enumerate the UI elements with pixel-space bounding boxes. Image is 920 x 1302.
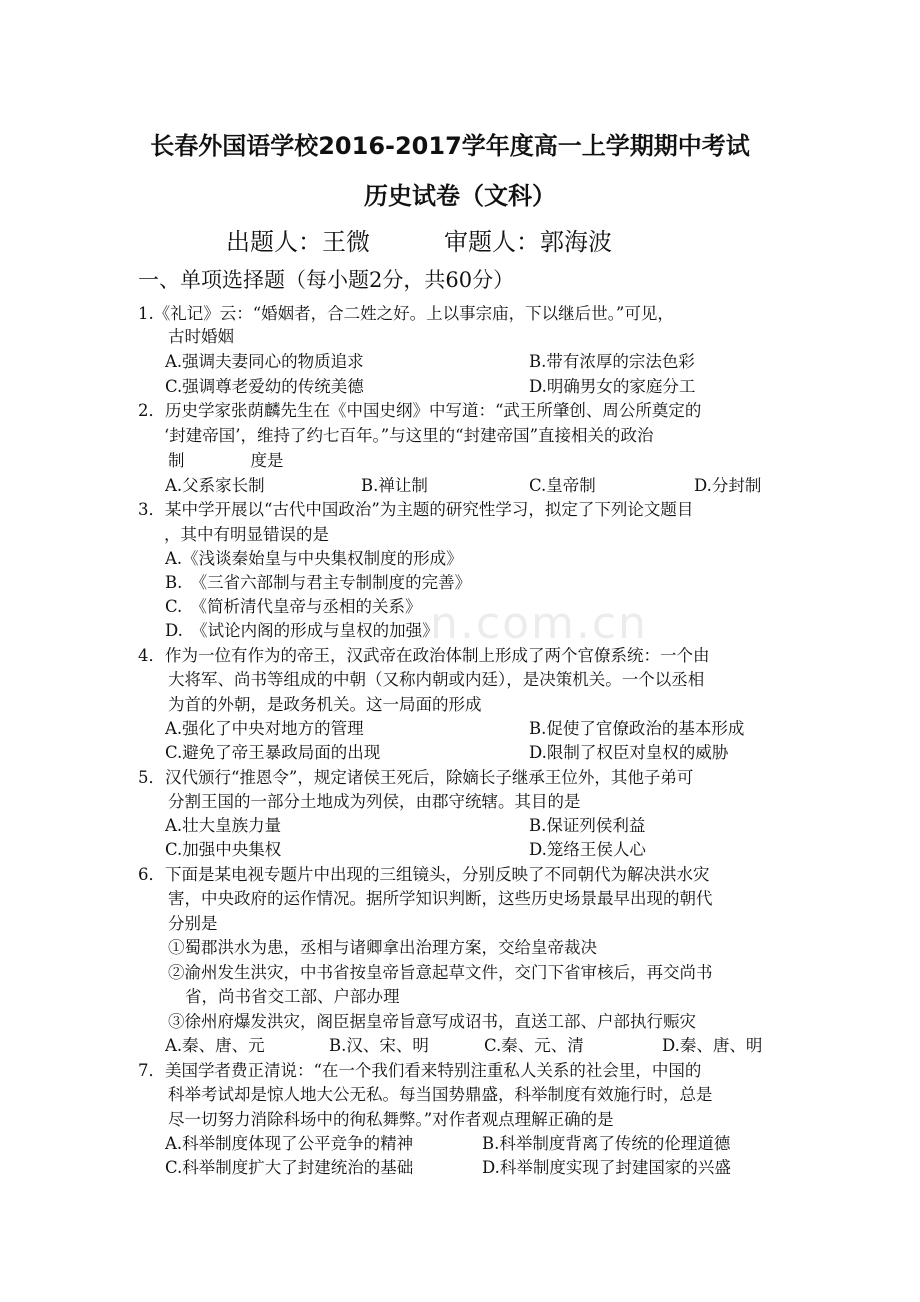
question-4-option-b: B.促使了官僚政治的基本形成: [529, 719, 745, 738]
question-1-option-a: A.强调夫妻同心的物质追求: [165, 352, 364, 371]
watermark: n.com.cn: [430, 598, 648, 649]
setter-reviewer-line: [226, 222, 612, 257]
question-7-line-3: 尽一切努力消除科场中的徇私舞弊。”对作者观点理解正确的是: [168, 1110, 614, 1129]
question-3-option-d: D. 《试论内阁的形成与皇权的加强》: [165, 621, 439, 640]
exam-title: 长春外国语学校2016-2017学年度高一上学期期中考试: [150, 132, 750, 160]
exam-subtitle: 历史试卷（文科）: [364, 182, 556, 210]
question-2-option-a: A.父系家长制: [165, 476, 265, 495]
question-6-option-d: D.秦、唐、明: [662, 1036, 763, 1055]
question-6-scene-2: ②渝州发生洪灾，中书省按皇帝旨意起草文件，交门下省审核后，再交尚书: [168, 963, 713, 982]
question-5-line-2: 分割王国的一部分土地成为列侯，由郡守统辖。其目的是: [168, 792, 581, 811]
section-heading: 一、单项选择题（每小题2分，共60分）: [138, 268, 515, 292]
question-1-option-d: D.明确男女的家庭分工: [529, 377, 696, 396]
question-6-option-a: A.秦、唐、元: [165, 1036, 265, 1055]
question-4-line-3: 为首的外朝，是政务机关。这一局面的形成: [168, 695, 482, 714]
question-7-option-b: B.科举制度背离了传统的伦理道德: [482, 1134, 731, 1153]
question-4-line-1: 4．作为一位有作为的帝王，汉武帝在政治体制上形成了两个官僚系统：一个由: [138, 646, 710, 665]
question-7-line-2: 科举考试却是惊人地大公无私。每当国势鼎盛，科举制度有效施行时，总是: [168, 1085, 713, 1104]
question-1-line-1: 1.《礼记》云：“婚姻者，合二姓之好。上以事宗庙，下以继后世。”可见，: [138, 304, 674, 323]
question-6-scene-2-cont: 省，尚书省交工部、户部办理: [185, 987, 400, 1006]
question-2-option-d: D.分封制: [694, 476, 762, 495]
question-2-line-2: ‘封建帝国’，维持了约七百年。”与这里的“封建帝国”直接相关的政治: [164, 426, 654, 445]
question-5-option-d: D.笼络王侯人心: [529, 840, 646, 859]
question-3-option-c: C. 《简析清代皇帝与丞相的关系》: [165, 597, 422, 616]
question-1-option-c: C.强调尊老爱幼的传统美德: [165, 377, 364, 396]
question-5-option-b: B.保证列侯利益: [529, 816, 646, 835]
question-6-line-1: 6．下面是某电视专题片中出现的三组镜头，分别反映了不同朝代为解决洪水灾: [138, 865, 710, 884]
question-6-line-3: 分别是: [168, 914, 218, 933]
question-6-line-2: 害，中央政府的运作情况。据所学知识判断，这些历史场景最早出现的朝代: [168, 889, 713, 908]
question-7-option-c: C.科举制度扩大了封建统治的基础: [165, 1158, 414, 1177]
question-6-scene-1: ①蜀郡洪水为患，丞相与诸卿拿出治理方案，交给皇帝裁决: [168, 938, 597, 957]
question-2-line-3: 制 度是: [168, 451, 284, 470]
setter-name: 出题人：王微: [226, 228, 370, 256]
question-4-line-2: 大将军、尚书等组成的中朝（又称内朝或内廷），是决策机关。一个以丞相: [168, 670, 705, 689]
question-6-option-b: B.汉、宋、明: [329, 1036, 429, 1055]
question-1-line-2: 古时婚姻: [168, 327, 234, 346]
question-5-option-c: C.加强中央集权: [165, 840, 282, 859]
question-3-option-a: A.《浅谈秦始皇与中央集权制度的形成》: [165, 549, 463, 568]
question-7-option-a: A.科举制度体现了公平竞争的精神: [165, 1134, 414, 1153]
question-4-option-c: C.避免了帝王暴政局面的出现: [165, 743, 381, 762]
question-2-line-1: 2．历史学家张荫麟先生在《中国史纲》中写道：“武王所肇创、周公所奠定的: [138, 401, 702, 420]
question-2-option-b: B.禅让制: [361, 476, 428, 495]
question-2-option-c: C.皇帝制: [529, 476, 596, 495]
question-3-line-2: ，其中有明显错误的是: [164, 525, 329, 544]
question-5-option-a: A.壮大皇族力量: [165, 816, 282, 835]
question-4-option-d: D.限制了权臣对皇权的威胁: [529, 743, 729, 762]
question-6-scene-3: ③徐州府爆发洪灾，阁臣据皇帝旨意写成诏书，直送工部、户部执行赈灾: [168, 1012, 696, 1031]
question-3-line-1: 3．某中学开展以“古代中国政治”为主题的研究性学习，拟定了下列论文题目: [138, 500, 694, 519]
question-7-option-d: D.科举制度实现了封建国家的兴盛: [482, 1158, 731, 1177]
question-6-option-c: C.秦、元、清: [484, 1036, 584, 1055]
question-1-option-b: B.带有浓厚的宗法色彩: [529, 352, 695, 371]
question-4-option-a: A.强化了中央对地方的管理: [165, 719, 364, 738]
reviewer-name: 审题人：郭海波: [444, 228, 612, 256]
question-7-line-1: 7．美国学者费正清说：“在一个我们看来特别注重私人关系的社会里，中国的: [138, 1061, 702, 1080]
question-5-line-1: 5．汉代颁行“推恩令”，规定诸侯王死后，除嫡长子继承王位外，其他子弟可: [138, 768, 694, 787]
question-3-option-b: B. 《三省六部制与君主专制制度的完善》: [165, 573, 472, 592]
